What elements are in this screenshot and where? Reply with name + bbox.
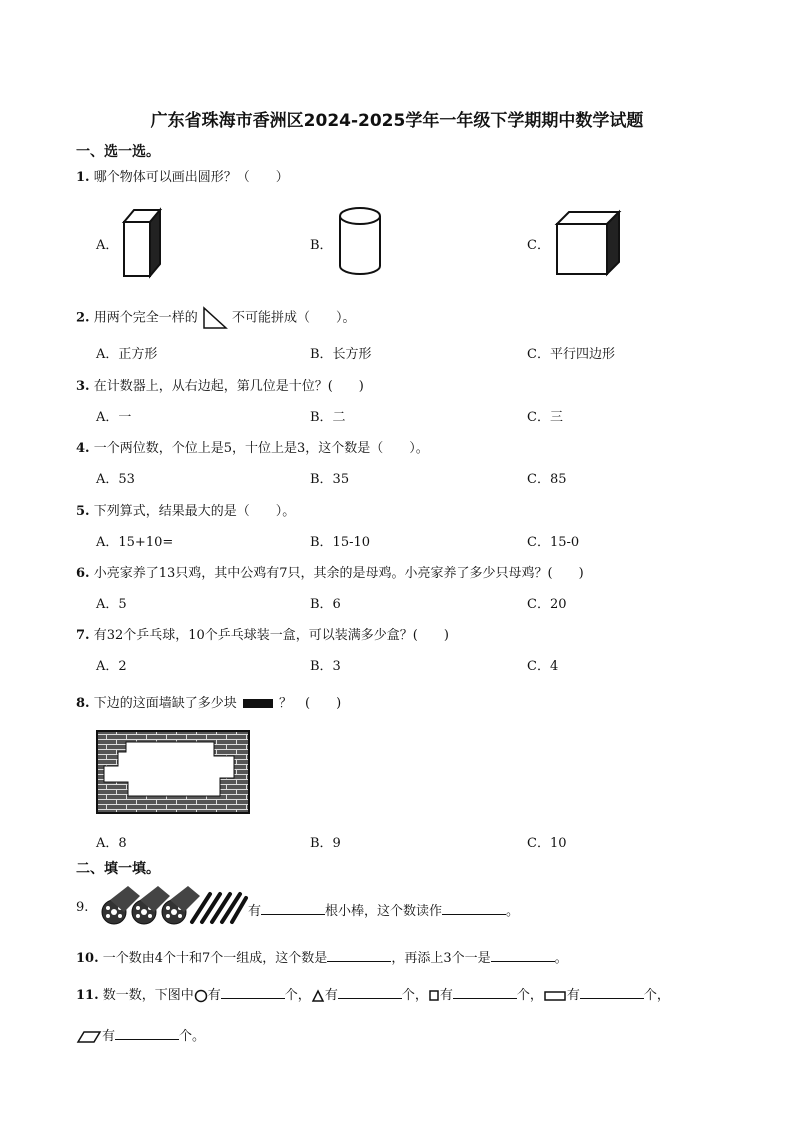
- q11-text-part: 个，: [284, 988, 311, 1003]
- answer-blank[interactable]: [338, 984, 402, 999]
- q8-option-b[interactable]: B．9: [310, 836, 341, 851]
- question-text: 哪个物体可以画出圆形？（ ）: [93, 170, 289, 185]
- q9-text-part: 。: [506, 904, 520, 919]
- q2-option-b[interactable]: B．长方形: [310, 347, 372, 362]
- triangle-shape-icon: [311, 989, 325, 1003]
- question-number: 8.: [76, 696, 90, 711]
- question-5: [76, 500, 295, 519]
- q10-text-part: 一个数由4个十和7个一组成，这个数是: [102, 951, 328, 966]
- question-number: 11.: [76, 988, 99, 1003]
- q11-text-part: 数一数，下图中: [102, 988, 194, 1003]
- question-text: 小亮家养了13只鸡，其中公鸡有7只，其余的是母鸡。小亮家养了多少只母鸡？( ): [93, 566, 584, 581]
- q1-option-b-label[interactable]: B．: [310, 238, 333, 253]
- q3-option-a[interactable]: A．一: [96, 410, 132, 425]
- q11-text-part: 个，: [516, 988, 543, 1003]
- answer-blank[interactable]: [442, 900, 506, 915]
- question-text: 有32个乒乓球，10个乒乓球装一盒，可以装满多少盒？( ): [93, 628, 449, 643]
- answer-blank[interactable]: [115, 1025, 179, 1040]
- q5-option-c[interactable]: C．15-0: [527, 535, 580, 550]
- q4-option-a[interactable]: A．53: [96, 472, 135, 487]
- q11-text-part: 个，: [401, 988, 428, 1003]
- question-3: [76, 375, 364, 394]
- question-8: [76, 692, 341, 711]
- page-title: 广东省珠海市香洲区2024-2025学年一年级下学期期中数学试题: [150, 111, 644, 131]
- q11-text-part: 有: [207, 988, 221, 1003]
- brick-icon: [243, 699, 273, 708]
- q11-text-part: 个。: [179, 1029, 206, 1044]
- question-11-line-1: [76, 984, 670, 1003]
- q4-option-b[interactable]: B．35: [310, 472, 350, 487]
- section-heading-fill: 二、填一填。: [76, 861, 160, 877]
- q1-option-a-label[interactable]: A．: [96, 238, 119, 253]
- question-1: [76, 166, 289, 185]
- right-triangle-icon: [202, 306, 228, 330]
- q11-text-part: 个，: [643, 988, 670, 1003]
- answer-blank[interactable]: [580, 984, 644, 999]
- question-text: 一个两位数，个位上是5，十位上是3，这个数是（ ）。: [93, 441, 429, 456]
- question-9-number: 9.: [76, 900, 89, 915]
- q2-option-c[interactable]: C．平行四边形: [527, 347, 615, 362]
- q7-option-a[interactable]: A．2: [96, 659, 127, 674]
- q5-option-b[interactable]: B．15-10: [310, 535, 371, 550]
- question-2: [76, 306, 356, 330]
- question-number: 1.: [76, 170, 90, 185]
- parallelogram-shape-icon: [76, 1030, 102, 1044]
- question-6: [76, 562, 584, 581]
- question-number: 7.: [76, 628, 90, 643]
- rectangle-shape-icon: [543, 989, 567, 1003]
- cuboid-prism-image: [122, 208, 162, 278]
- cube-image: [555, 210, 625, 278]
- answer-blank[interactable]: [261, 900, 325, 915]
- question-9-text: [248, 900, 519, 919]
- q11-text-part: 有: [566, 988, 580, 1003]
- q7-option-c[interactable]: C．4: [527, 659, 559, 674]
- question-text-after: ？ ( ): [279, 696, 342, 711]
- sticks-bundles-image: [100, 884, 248, 926]
- answer-blank[interactable]: [491, 947, 555, 962]
- q5-option-a[interactable]: A．15+10=: [96, 535, 174, 550]
- q11-text-part: 有: [439, 988, 453, 1003]
- q6-option-b[interactable]: B．6: [310, 597, 341, 612]
- answer-blank[interactable]: [221, 984, 285, 999]
- q11-text-part: 有: [324, 988, 338, 1003]
- circle-shape-icon: [194, 989, 208, 1003]
- question-text-before: 下边的这面墙缺了多少块: [93, 696, 237, 711]
- question-7: [76, 624, 449, 643]
- answer-blank[interactable]: [327, 947, 391, 962]
- question-number: 10.: [76, 951, 99, 966]
- cylinder-image: [338, 206, 388, 278]
- question-4: [76, 437, 429, 456]
- question-11-line-2: [76, 1025, 205, 1044]
- q9-text-part: 根小棒，这个数读作: [325, 904, 443, 919]
- question-number: 4.: [76, 441, 90, 456]
- q8-option-c[interactable]: C．10: [527, 836, 567, 851]
- q3-option-c[interactable]: C．三: [527, 410, 563, 425]
- q3-option-b[interactable]: B．二: [310, 410, 346, 425]
- question-text: 在计数器上，从右边起，第几位是十位？( ): [93, 379, 364, 394]
- q7-option-b[interactable]: B．3: [310, 659, 341, 674]
- q2-option-a[interactable]: A．正方形: [96, 347, 158, 362]
- q10-text-part: ，再添上3个一是: [391, 951, 491, 966]
- q6-option-c[interactable]: C．20: [527, 597, 567, 612]
- question-10: [76, 947, 568, 966]
- question-number: 2.: [76, 310, 90, 326]
- q6-option-a[interactable]: A．5: [96, 597, 127, 612]
- answer-blank[interactable]: [453, 984, 517, 999]
- q1-option-c-label[interactable]: C．: [527, 238, 550, 253]
- q11-text-part: 有: [102, 1029, 116, 1044]
- q10-text-part: 。: [554, 951, 568, 966]
- section-heading-choice: 一、选一选。: [76, 144, 160, 160]
- square-shape-icon: [428, 989, 440, 1003]
- question-text-after: 不可能拼成（ ）。: [232, 310, 356, 326]
- q8-option-a[interactable]: A．8: [96, 836, 127, 851]
- q9-text-part: 有: [248, 904, 262, 919]
- question-text: 下列算式，结果最大的是（ ）。: [93, 504, 296, 519]
- question-number: 6.: [76, 566, 90, 581]
- brick-wall-image: [96, 730, 250, 814]
- q4-option-c[interactable]: C．85: [527, 472, 567, 487]
- question-number: 3.: [76, 379, 90, 394]
- question-number: 5.: [76, 504, 90, 519]
- question-text-before: 用两个完全一样的: [93, 310, 198, 326]
